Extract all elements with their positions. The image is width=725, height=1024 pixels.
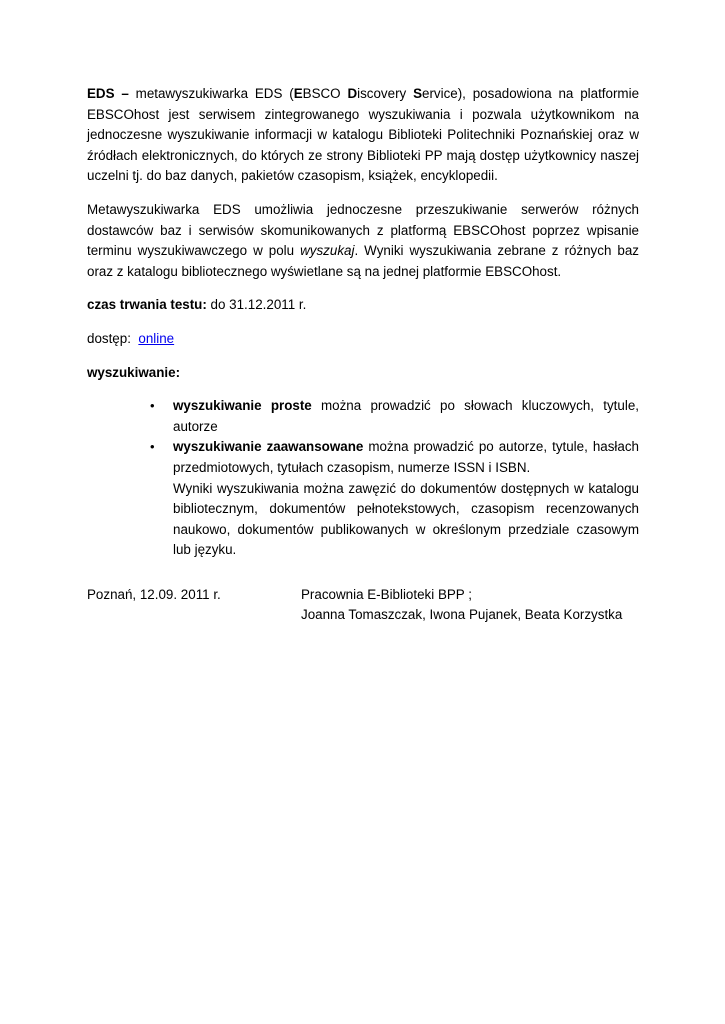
intro-bold-e: E bbox=[293, 86, 303, 101]
list-item-advanced-search bbox=[150, 437, 639, 561]
document-page bbox=[87, 84, 639, 629]
test-period-label: czas trwania testu: bbox=[87, 297, 207, 313]
test-period-value: do 31.12.2011 r. bbox=[206, 297, 307, 313]
simple-search-term: wyszukiwanie proste bbox=[173, 398, 312, 414]
search-heading-paragraph bbox=[87, 363, 639, 384]
intro-bold-d: D bbox=[347, 86, 358, 101]
advanced-search-extra: Wyniki wyszukiwania można zawęzić do dokumentów dostępnych w katalogu bibliotecznym, dokumentów pełnotekstowych, czasopism recenzowanych naukowo, dokumentów publikowanych w określonym przedziale czasowym lub języku. bbox=[173, 480, 639, 558]
list-item-simple-search bbox=[150, 396, 639, 437]
simple-search-text: można prowadzić po słowach kluczowych, tytule, autorze bbox=[173, 398, 639, 434]
description-italic-term: wyszukaj bbox=[300, 243, 355, 259]
access-label: dostęp: bbox=[87, 330, 139, 346]
signature-block bbox=[301, 585, 622, 626]
intro-text-4: ervice), posadowiona na platformie EBSCOhost jest serwisem zintegrowanego wyszukiwania i pozwala użytkownikom na jednoczesne wyszukiwanie informacji w katalogu Biblioteki Politechniki Poznańskiej oraz w źródłach elektronicznych, do których ze strony Biblioteki PP mają dostęp użytkownicy naszej uczelni tj. do baz danych, pakietów czasopism, książek, encyklopedii. bbox=[87, 86, 640, 184]
search-heading: wyszukiwanie: bbox=[87, 364, 181, 380]
bullet-icon: • bbox=[150, 439, 155, 455]
bullet-icon: • bbox=[150, 398, 155, 414]
online-link[interactable]: online bbox=[138, 330, 175, 346]
footer bbox=[87, 585, 639, 629]
signature-line-1: Pracownia E-Biblioteki BPP ; bbox=[301, 586, 472, 602]
description-paragraph bbox=[87, 200, 639, 282]
search-types-list bbox=[150, 396, 639, 561]
intro-text-1: metawyszukiwarka EDS ( bbox=[128, 86, 294, 101]
advanced-search-term: wyszukiwanie zaawansowane bbox=[173, 439, 364, 455]
description-text-2: . Wyniki wyszukiwania zebrane z różnych baz oraz z katalogu bibliotecznego wyświetlane są na jednej platformie EBSCOhost. bbox=[87, 243, 639, 279]
access-paragraph bbox=[87, 329, 639, 350]
intro-text-2: BSCO bbox=[302, 86, 348, 101]
advanced-search-text: można prowadzić po autorze, tytule, hasłach przedmiotowych, tytułach czasopism, numerze ISSN i ISBN. bbox=[173, 439, 639, 475]
intro-text-3: iscovery bbox=[357, 86, 414, 101]
description-text-1: Metawyszukiwarka EDS umożliwia jednoczesne przeszukiwanie serwerów różnych dostawców baz i serwisów skomunikowanych z platformą EBSCOhost poprzez wpisanie terminu wyszukiwawczego w polu bbox=[87, 201, 639, 259]
intro-bold-s: S bbox=[413, 86, 422, 101]
signature-line-2: Joanna Tomaszczak, Iwona Pujanek, Beata Korzystka bbox=[301, 607, 623, 623]
intro-paragraph bbox=[87, 84, 639, 187]
place-date: Poznań, 12.09. 2011 r. bbox=[87, 586, 221, 602]
test-period-paragraph bbox=[87, 295, 639, 316]
intro-bold-lead: EDS – bbox=[87, 86, 129, 101]
